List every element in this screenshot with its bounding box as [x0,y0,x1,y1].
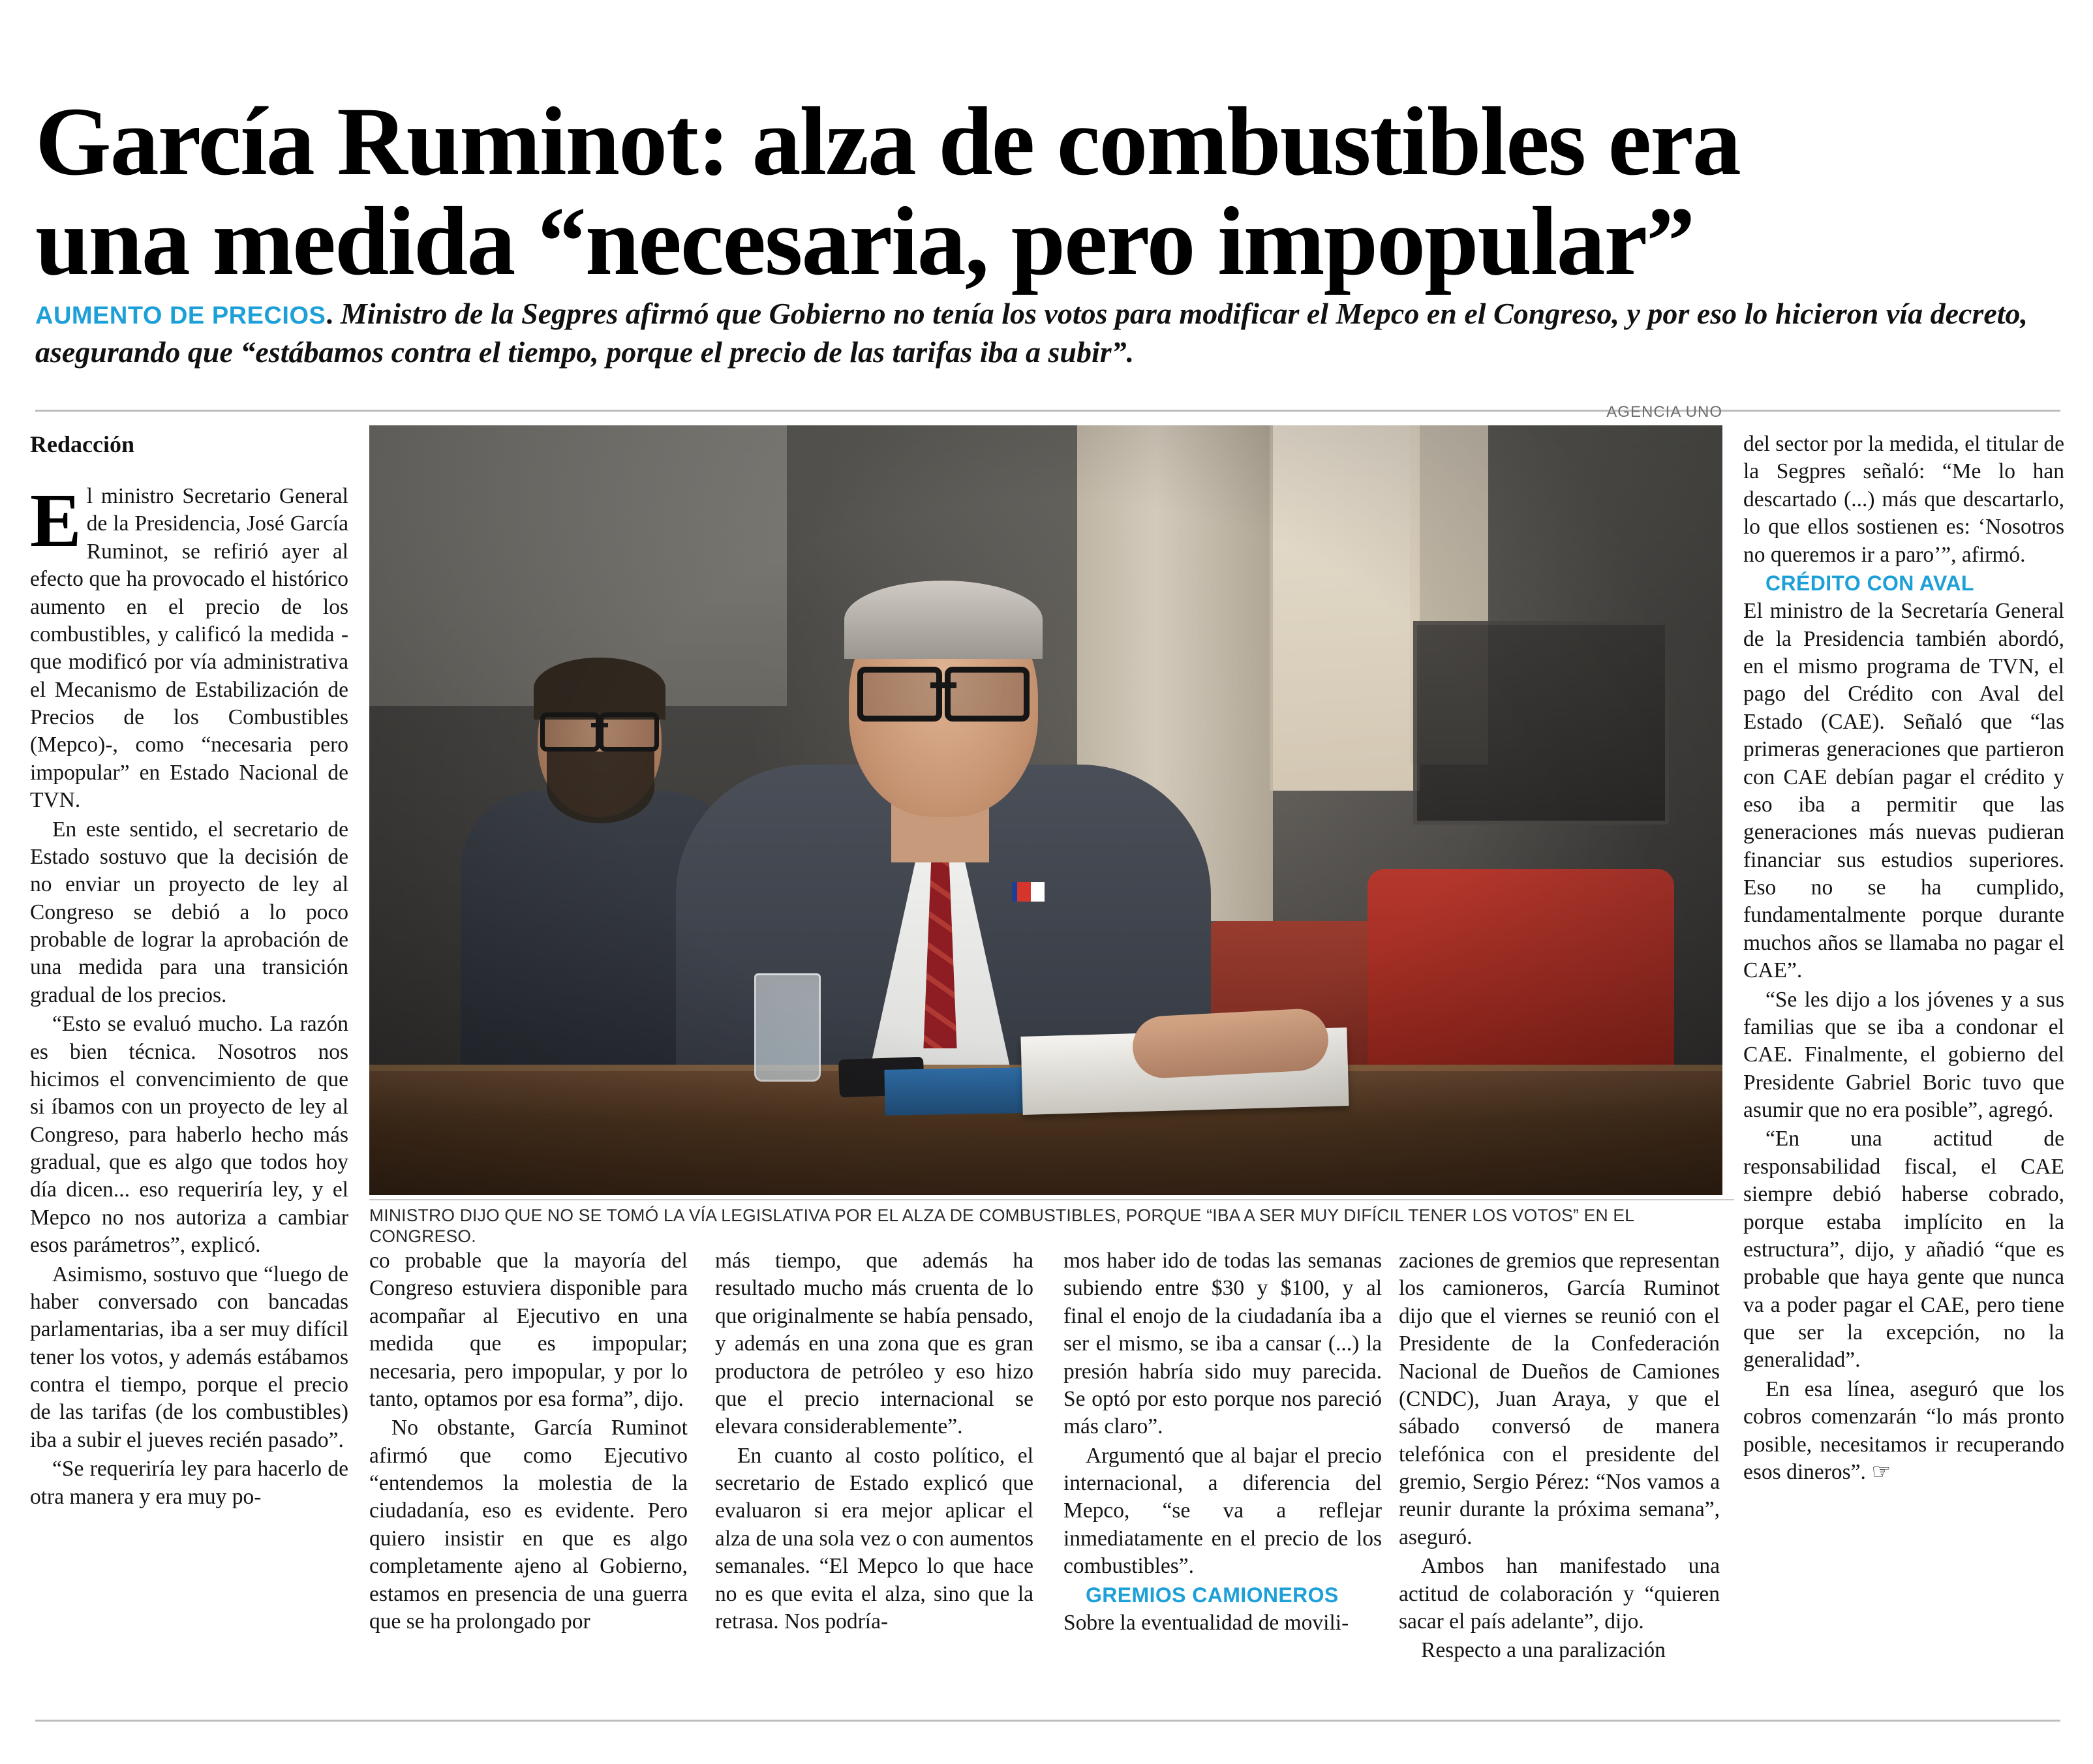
section-subhead-credito: CRÉDITO CON AVAL [1765,571,1974,595]
paragraph [1743,431,2064,569]
body-column-5 [1399,1247,1720,1724]
paragraph [1743,1376,2064,1487]
paragraph [1063,1247,1382,1441]
paragraph-text: Respecto a una paralización [1421,1638,1666,1663]
paragraph-text: “Se les dijo a los jóvenes y a sus familias que se iba a condonar el CAE. Finalmente, el gobierno del Presidente Gabriel Boric tuvo que asumir que no era posible”, agregó. [1743,987,2064,1123]
paragraph-text: En esa línea, aseguró que los cobros comenzarán “lo más pronto posible, necesitamos ir recuperando esos dineros”. [1743,1376,2064,1484]
paragraph-text: “Se requeriría ley para hacerlo de otra manera y era muy po- [30,1457,348,1509]
paragraph [30,1261,348,1455]
paragraph [1399,1247,1720,1551]
paragraph [30,1011,348,1259]
paragraph [715,1442,1033,1636]
paragraph [1743,598,2064,984]
paragraph-text: No obstante, García Ruminot afirmó que como Ejecutivo “entendemos la molestia de la ciudadanía, eso es evidente. Pero quiero insistir en que es algo completamente ajeno al Gobierno, estamos en presencia de una guerra que se ha prolongado por [369,1416,688,1634]
body-column-1 [30,478,348,1657]
caption-rule [369,1199,1734,1200]
end-mark-icon: ☞ [1871,1459,1891,1484]
deck-kicker-dot: . [326,298,333,330]
paragraph-text: “En una actitud de responsabilidad fiscal, el CAE siempre debió haberse cobrado, porque estaba implícito en la estructura”, dijo, y añadió “que es probable que haya gente que nunca va a poder pagar el CAE, pero tiene que ser la excepción, no la generalidad”. [1743,1127,2064,1373]
paragraph [1399,1637,1720,1664]
byline: Redacción [30,431,134,457]
paragraph [369,1247,688,1413]
paragraph [30,478,348,815]
paragraph-text: En este sentido, el secretario de Estado sostuvo que la decisión de no enviar un proyecto de ley al Congreso se debió a lo poco probable de lograr la aprobación de una medida para una transición gradual de los precios. [30,817,348,1007]
paragraph [1063,1442,1382,1581]
deck-kicker: AUMENTO DE PRECIOS [35,302,326,329]
paragraph-text: zaciones de gremios que representan los camioneros, García Ruminot dijo que el viernes se reunió con el Presidente de la Confederación Nacional de Dueños de Camiones (CNDC), Juan Araya, y que el sábado conversó de manera telefónica con el presidente del gremio, Sergio Pérez: “Nos vamos a reunir durante la próxima semana”, aseguró. [1399,1249,1720,1549]
paragraph [1399,1553,1720,1635]
body-column-3 [715,1247,1033,1724]
paragraph-text: del sector por la medida, el titular de la Segpres señaló: “Me lo han descartado (...) más que descartarlo, lo que ellos sostienen es: ‘Nosotros no queremos ir a paro’”, afirmó. [1743,432,2064,567]
dropcap: E [30,478,82,563]
photo-vignette [369,425,1722,1195]
body-column-4 [1063,1247,1382,1724]
paragraph-text: Argumentó que al bajar el precio internacional, a diferencia del Mepco, “se va a reflejar inmediatamente en el precio de los combustibles”. [1063,1443,1382,1579]
paragraph-text: El ministro de la Secretaría General de la Presidencia también abordó, en el mismo programa de TVN, el pago del Crédito con Aval del Estado (CAE). Señaló que “las primeras generaciones que partieron con CAE debían pagar el crédito y eso iba a permitir que las generaciones más nuevas pudieran financiar sus estudios superiores. Eso no se ha cumplido, fundamentalmente porque durante muchos años se llamaba no pagar el CAE”. [1743,599,2064,983]
paragraph [715,1247,1033,1441]
page-title [35,87,2058,296]
paragraph [369,1414,688,1635]
paragraph-text: mos haber ido de todas las semanas subiendo entre $30 y $100, y al final el enojo de la ciudadanía iba a ser el mismo, se iba a cansar (...) la presión habría sido muy parecida. Se optó por esto porque nos pareció más claro”. [1063,1249,1382,1439]
paragraph [1063,1609,1382,1637]
photo-caption: MINISTRO DIJO QUE NO SE TOMÓ LA VÍA LEGISLATIVA POR EL ALZA DE COMBUSTIBLES, PORQUE “IBA A SER MUY DIFÍCIL TENER LOS VOTOS” EN EL CONGRESO. [369,1206,1634,1246]
article-photo [369,425,1722,1195]
paragraph-text: “Esto se evaluó mucho. La razón es bien técnica. Nosotros nos hicimos el convencimiento de que si íbamos con un proyecto de ley al Congreso, para haberlo hecho más gradual, que es algo que todos hoy día dicen... eso requeriría ley, y el Mepco no nos autoriza a cambiar esos parámetros”, explicó. [30,1012,348,1258]
rule-bottom [35,1720,2060,1722]
paragraph-text: más tiempo, que además ha resultado mucho más cruenta de lo que originalmente se había pensado, y además en una zona que es gran productora de petróleo y eso hizo que el precio internacional se elevara considerablemente”. [715,1249,1033,1439]
paragraph-text: En cuanto al costo político, el secretario de Estado explicó que evaluaron si era mejor aplicar el alza de una sola vez o con aumentos semanales. “El Mepco lo que hace no es que evita el alza, sino que la retrasa. Nos podría- [715,1443,1033,1634]
photo-credit: AGENCIA UNO [1606,403,1722,421]
body-column-2 [369,1247,688,1724]
paragraph [30,1455,348,1511]
article-deck [35,295,2063,372]
paragraph [1743,986,2064,1125]
paragraph-text: Ambos han manifestado una actitud de colaboración y “quieren sacar el país adelante”, dijo. [1399,1554,1720,1634]
headline-line-1: García Ruminot: alza de combustibles era [35,87,1740,196]
paragraph-text: Sobre la eventualidad de movili- [1063,1610,1349,1635]
deck-text: Ministro de la Segpres afirmó que Gobierno no tenía los votos para modificar el Mepco en el Congreso, y por eso lo hicieron vía decreto, asegurando que “estábamos contra el tiempo, porque el precio de las tarifas iba a subir”. [35,297,2028,369]
section-subhead-gremios: GREMIOS CAMIONEROS [1086,1583,1339,1607]
paragraph-text: Asimismo, sostuvo que “luego de haber conversado con bancadas parlamentarias, iba a ser muy difícil tener los votos, y además estábamos contra el tiempo, porque el precio de las tarifas (de los combustibles) iba a subir el jueves recién pasado”. [30,1262,348,1452]
headline-line-2: una medida “necesaria, pero impopular” [35,187,1694,296]
paragraph [30,816,348,1010]
paragraph-text: co probable que la mayoría del Congreso estuviera disponible para acompañar al Ejecutivo en una medida que es impopular; necesaria, pero impopular, y por lo tanto, optamos por esa forma”, dijo. [369,1249,688,1411]
paragraph-text: l ministro Secretario General de la Presidencia, José García Ruminot, se refirió ayer al efecto que ha provocado el histórico aumento en el precio de los combustibles, y calificó la medida -que modificó por vía administrativa el Mecanismo de Estabilización de Precios de los Combustibles (Mepco)-, como “necesaria pero impopular” en Estado Nacional de TVN. [30,484,348,813]
paragraph [1743,1125,2064,1374]
body-column-6 [1743,431,2064,1722]
photo-scene [369,425,1722,1195]
